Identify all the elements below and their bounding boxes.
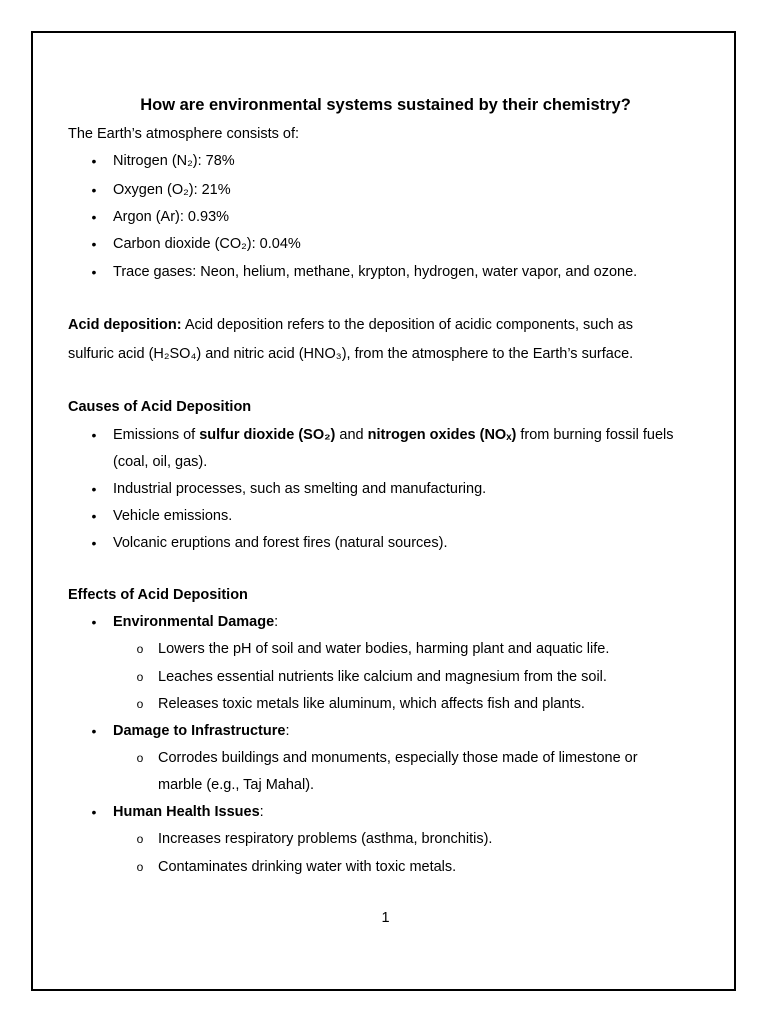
sub-bullet-marker: o	[136, 751, 144, 765]
effect-health-label: Human Health Issues	[113, 804, 260, 820]
acid-deposition-definition-line2: sulfuric acid (H₂SO₄) and nitric acid (HNO₃), from the atmosphere to the Earth’s surface.	[68, 346, 634, 362]
effect-environmental-item-ph: Lowers the pH of soil and water bodies, harming plant and aquatic life.	[158, 641, 610, 657]
cause-nox: nitrogen oxides (NOₓ)	[367, 427, 517, 443]
sub-bullet-marker: o	[136, 670, 144, 684]
atmosphere-item-trace-gases: Trace gases: Neon, helium, methane, krypton, hydrogen, water vapor, and ozone.	[113, 264, 638, 280]
bullet-marker: •	[91, 182, 97, 198]
effect-environmental-label: Environmental Damage	[113, 614, 275, 630]
bullet-marker: •	[91, 236, 97, 252]
cause-so2: sulfur dioxide (SO₂)	[199, 427, 336, 443]
atmosphere-item-nitrogen: Nitrogen (N₂): 78%	[113, 153, 235, 169]
sub-bullet-marker: o	[136, 860, 144, 874]
effect-health-item-respiratory: Increases respiratory problems (asthma, bronchitis).	[158, 831, 493, 847]
causes-heading: Causes of Acid Deposition	[68, 399, 252, 415]
bullet-marker: •	[91, 614, 97, 630]
acid-deposition-term: Acid deposition:	[68, 317, 182, 333]
cause-item-emissions	[113, 425, 674, 445]
effect-health	[113, 802, 264, 822]
bullet-marker: •	[91, 508, 97, 524]
effect-infrastructure-label: Damage to Infrastructure	[113, 723, 286, 739]
effect-infrastructure-item: Corrodes buildings and monuments, especially those made of limestone or	[158, 750, 638, 766]
bullet-marker: •	[91, 153, 97, 169]
effect-infrastructure	[113, 721, 289, 741]
bullet-marker: •	[91, 535, 97, 551]
cause-item-volcanic: Volcanic eruptions and forest fires (natural sources).	[113, 535, 448, 551]
cause-text: and	[335, 427, 368, 443]
bullet-marker: •	[91, 264, 97, 280]
bullet-marker: •	[91, 427, 97, 443]
cause-text: Emissions of	[113, 427, 200, 443]
bullet-marker: •	[91, 481, 97, 497]
colon: :	[259, 804, 264, 820]
acid-deposition-definition	[68, 315, 633, 335]
atmosphere-item-argon: Argon (Ar): 0.93%	[113, 209, 230, 225]
bullet-marker: •	[91, 804, 97, 820]
cause-text: from burning fossil fuels	[516, 427, 674, 443]
atmosphere-intro: The Earth’s atmosphere consists of:	[68, 126, 300, 142]
effects-heading: Effects of Acid Deposition	[68, 587, 248, 603]
cause-item-emissions-line2: (coal, oil, gas).	[113, 454, 208, 470]
atmosphere-item-co2: Carbon dioxide (CO₂): 0.04%	[113, 236, 301, 252]
page-title: How are environmental systems sustained by their chemistry?	[140, 96, 631, 114]
bullet-marker: •	[91, 209, 97, 225]
bullet-marker: •	[91, 723, 97, 739]
acid-deposition-text: Acid deposition refers to the deposition of acidic components, such as	[181, 317, 633, 333]
effect-infrastructure-item-line2: marble (e.g., Taj Mahal).	[158, 777, 315, 793]
effect-environmental	[113, 612, 278, 632]
effect-environmental-item-nutrients: Leaches essential nutrients like calcium and magnesium from the soil.	[158, 669, 607, 685]
sub-bullet-marker: o	[136, 642, 144, 656]
sub-bullet-marker: o	[136, 832, 144, 846]
document-page	[31, 31, 736, 991]
effect-health-item-water: Contaminates drinking water with toxic metals.	[158, 859, 457, 875]
colon: :	[274, 614, 279, 630]
page-number: 1	[381, 910, 390, 926]
atmosphere-item-oxygen: Oxygen (O₂): 21%	[113, 182, 231, 198]
cause-item-industrial: Industrial processes, such as smelting and manufacturing.	[113, 481, 487, 497]
colon: :	[285, 723, 290, 739]
sub-bullet-marker: o	[136, 697, 144, 711]
cause-item-vehicle: Vehicle emissions.	[113, 508, 233, 524]
effect-environmental-item-metals: Releases toxic metals like aluminum, which affects fish and plants.	[158, 696, 585, 712]
